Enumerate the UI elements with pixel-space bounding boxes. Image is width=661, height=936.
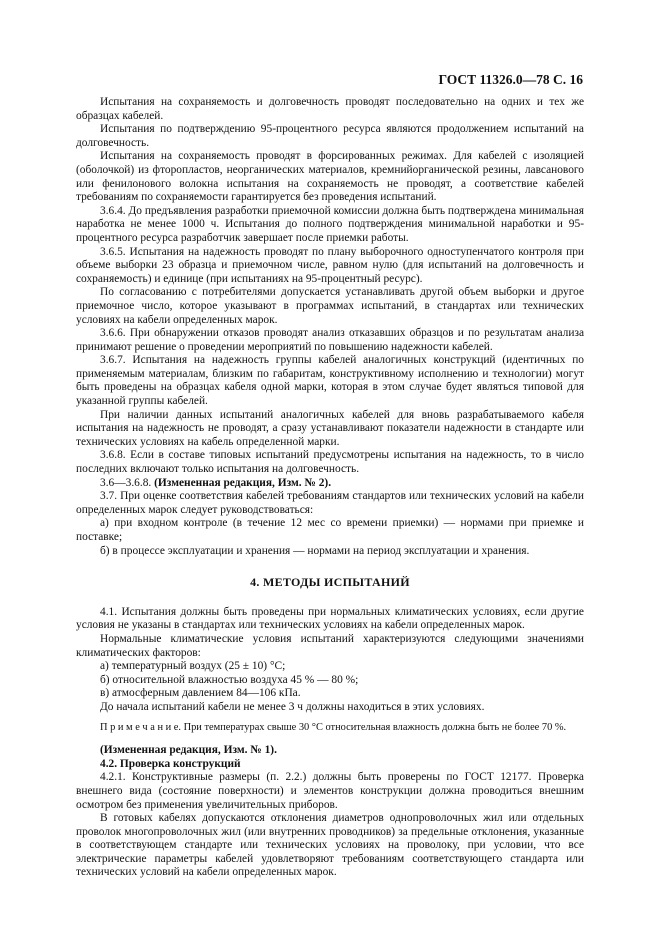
clause-4-2-1: 4.2.1. Конструктивные размеры (п. 2.2.) должны быть проверены по ГОСТ 12177. Проверка внешнего вида (состояние поверхности) и элементов конструкции должна проводиться внешним осмотром без применения увеличительных приборов.: [76, 771, 584, 811]
document-body: [76, 96, 584, 880]
note: [76, 721, 584, 735]
clause-3-6-4: 3.6.4. До предъявления разработки приемочной комиссии должна быть подтверждена минимальная наработка не менее 1000 ч. Испытания до полного подтверждения минимальной наработки и 95-процентного ресурса разработчик завершает после приемки работы.: [76, 204, 584, 244]
clause-3-7: 3.7. При оценке соответствия кабелей требованиям стандартов или технических условий на кабели определенных марок следует руководствоваться:: [76, 490, 584, 516]
clause-3-6-8: 3.6.8. Если в составе типовых испытаний предусмотрены испытания на надежность, то в число последних включают только испытания на долговечность.: [76, 449, 584, 476]
paragraph: Испытания по подтверждению 95-процентного ресурса являются продолжением испытаний на долговечность.: [76, 123, 584, 149]
amendment-text: (Измененная редакция, Изм. № 1).: [100, 744, 277, 757]
paragraph: При наличии данных испытаний аналогичных кабелей для вновь разрабатываемого кабеля испытания на надежность не проводят, а сразу устанавливают показатели надежности в стандарте или технических условиях на кабель определенной марки.: [76, 408, 584, 448]
note-text: При температурах свыше 30 °C относительная влажность должна быть не более 70 %.: [183, 721, 567, 733]
amendment-note: [76, 477, 584, 491]
amendment-range: 3.6—3.6.8.: [100, 476, 152, 489]
clause-3-6-7: 3.6.7. Испытания на надежность группы кабелей аналогичных конструкций (идентичных по применяемым материалам, близким по габаритам, конструктивному исполнению и технологии) могут быть проведены на образцах кабеля одной марки, которая в этом случае будет являться типовой для указанной группы кабелей.: [76, 354, 584, 408]
clause-3-6-6: 3.6.6. При обнаружении отказов проводят анализ отказавших образцов и по результатам анализа принимают решение о проведении мероприятий по повышению надежности кабелей.: [76, 327, 584, 353]
section-heading: 4. МЕТОДЫ ИСПЫТАНИЙ: [250, 575, 410, 590]
subsection-heading: [76, 758, 584, 772]
paragraph: По согласованию с потребителями допускается устанавливать другой объем выборки и другое приемочное число, которое указывают в программах испытаний, в стандартах или технических условиях на кабели определенных марок.: [76, 286, 584, 326]
page-header: ГОСТ 11326.0—78 С. 16: [438, 72, 583, 87]
clause-3-6-5: 3.6.5. Испытания на надежность проводят по плану выборочного одноступенчатого контроля при объеме выборки 23 образца и приемочном числе, равном нулю (для испытаний на долговечность и сохраняемость) и единице (при испытаниях на 95-процентный ресурс).: [76, 245, 584, 285]
list-item: в) атмосферным давлением 84—106 кПа.: [100, 687, 301, 700]
paragraph: Нормальные климатические условия испытаний характеризуются следующими значениями климатических факторов:: [76, 632, 584, 659]
paragraph: До начала испытаний кабели не менее 3 ч должны находиться в этих условиях.: [100, 700, 485, 713]
list-item: б) относительной влажностью воздуха 45 % — 80 %;: [100, 673, 359, 686]
paragraph: Испытания на сохраняемость проводят в форсированных режимах. Для кабелей с изоляцией (оболочкой) из фторопластов, неорганических материалов, кремнийорганической резины, лавсанового или фенилонового волокна испытания на сохраняемость не проводят, а соответствие кабелей требованиям по сохраняемости гарантируется без проведения испытаний.: [76, 150, 584, 204]
paragraph: В готовых кабелях допускаются отклонения диаметров однопроволочных жил или отдельных проволок многопроволочных жил (или внутренних проводников) за предельные отклонения, указанные в соответствующем стандарте или технических условиях на проволоку, при условии, что все электрические параметры кабелей удовлетворяют требованиям соответствующего стандарта или технических условий на кабели определенных марок.: [76, 812, 584, 879]
paragraph: Испытания на сохраняемость и долговечность проводят последовательно на одних и тех же образцах кабелей.: [76, 96, 584, 122]
list-item: б) в процессе эксплуатации и хранения — нормами на период эксплуатации и хранения.: [100, 544, 530, 557]
amendment-text: (Измененная редакция, Изм. № 2).: [154, 476, 332, 489]
list-item: а) при входном контроле (в течение 12 мес со времени приемки) — нормами при приемке и поставке;: [76, 517, 584, 543]
list-item: а) температурный воздух (25 ± 10) °C;: [100, 660, 286, 673]
note-label: П р и м е ч а н и е.: [100, 721, 181, 733]
clause-4-1: 4.1. Испытания должны быть проведены при нормальных климатических условиях, если другие условия не указаны в стандартах или технических условиях на кабели определенных марок.: [76, 605, 584, 632]
subsection-title: 4.2. Проверка конструкций: [100, 757, 241, 770]
amendment-note: [76, 744, 584, 758]
